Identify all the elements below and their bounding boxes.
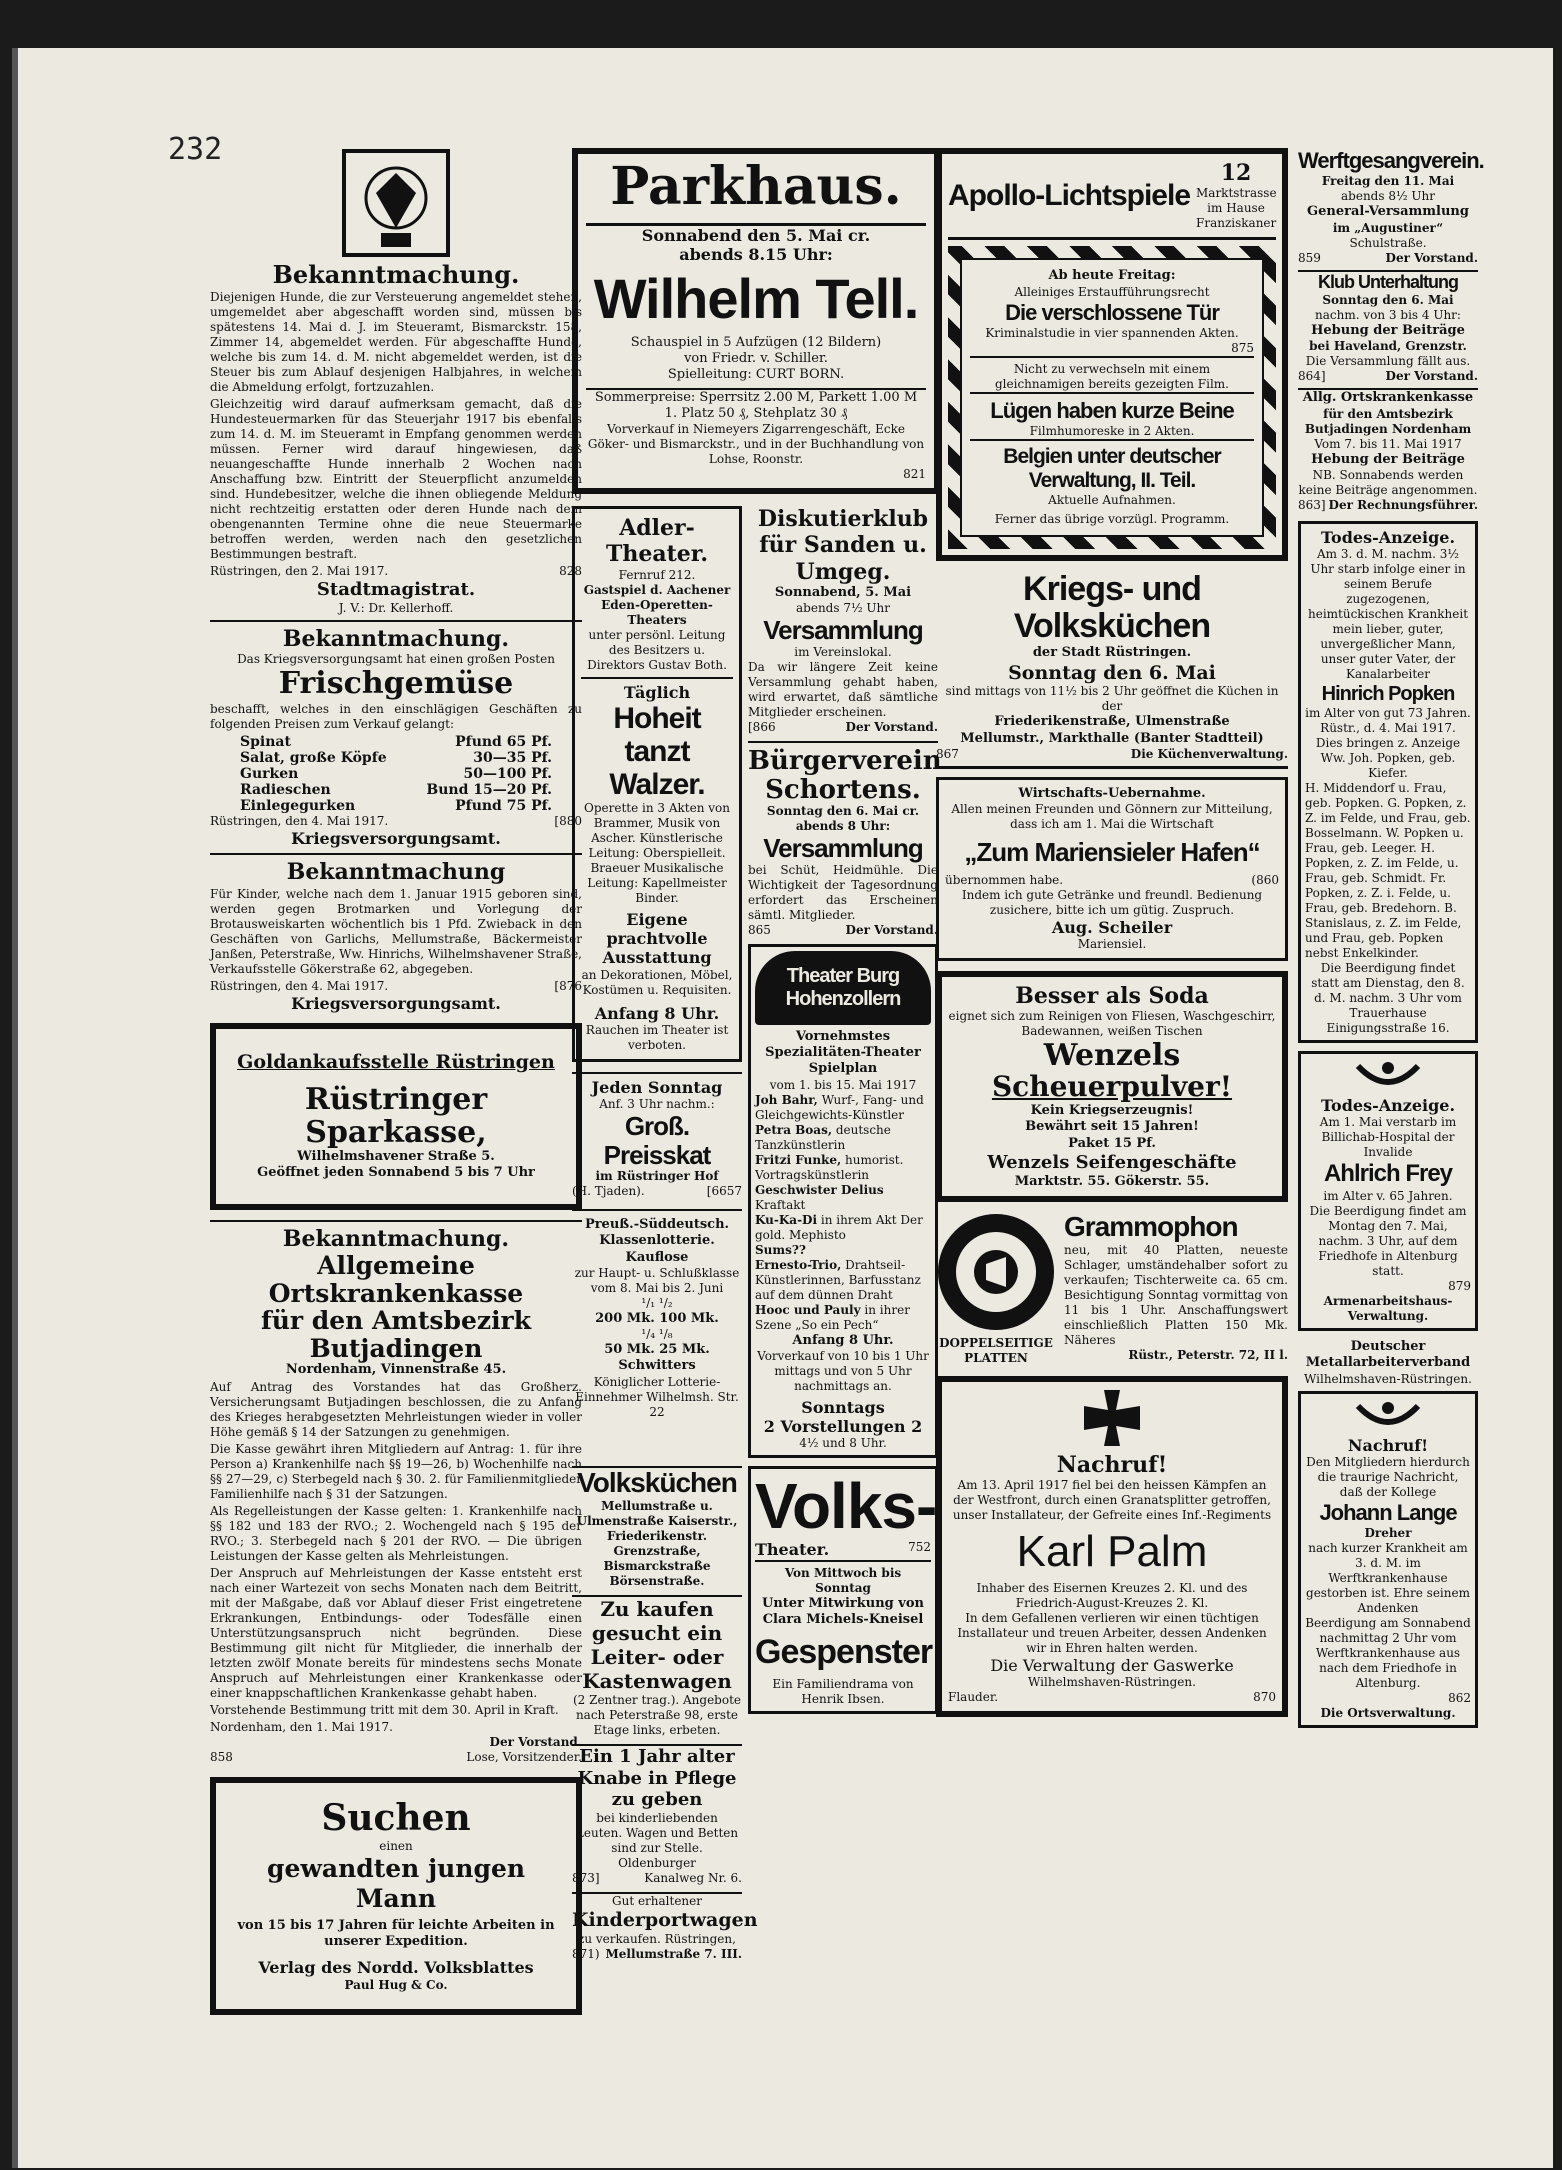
todes-1-name: Hinrich Popken bbox=[1321, 683, 1455, 706]
apollo-note: Nicht zu verwechseln mit einem gleichnamigen bereits gezeigten Film. bbox=[970, 356, 1254, 392]
apollo-more: Ferner das übrige vorzügl. Programm. bbox=[994, 511, 1230, 526]
notice-5-heading-2: für den Amtsbezirk Butjadingen bbox=[260, 1306, 532, 1363]
burg-act: Ernesto-Trio, Drahtseil-Künstlerinnen, Barfusstanz auf dem dünnen Draht bbox=[755, 1257, 921, 1302]
burg-presale: Vorverkauf von 10 bis 1 Uhr mittags und von 5 Uhr nachmittags an. bbox=[757, 1348, 929, 1393]
lottery-title: Preuß.-Süddeutsch. Klassenlotterie. bbox=[584, 1217, 730, 1249]
volks-theater-ad bbox=[748, 1466, 943, 1714]
adler-guest: Gastspiel d. Aachener Eden-Operetten-Theaters bbox=[583, 582, 731, 627]
apollo-from: Ab heute Freitag: bbox=[1048, 268, 1176, 284]
skat-head: Jeden Sonntag bbox=[591, 1077, 723, 1097]
aok-ad bbox=[1298, 388, 1478, 513]
notice-5-title: Bekanntmachung. bbox=[282, 1225, 510, 1252]
parkhaus-time: abends 8.15 Uhr: bbox=[679, 244, 833, 264]
buergerverein-number: 865 bbox=[748, 922, 771, 937]
notice-1-title: Bekanntmachung. bbox=[272, 260, 520, 289]
city-crest-icon bbox=[210, 148, 582, 262]
werftgesang-number: 859 bbox=[1298, 250, 1321, 265]
notice-2-text: beschafft, welches in den einschlägigen Geschäften zu folgenden Preisen zum Verkauf gelangt: bbox=[210, 702, 582, 732]
aok-sub: für den Amtsbezirk Butjadingen Nordenham bbox=[1304, 406, 1472, 436]
todes-1-family: H. Middendorf u. Frau, geb. Popken. G. Popken, z. Z. im Felde, und Frau, geb. Bosselmann. W. Popken u. Frau, geb. Leeger. H. Popken, z. Z. im Felde, u. Frau, geb. Schmidt. Fr. Popken, z. Z. i. Felde, u. Frau, geb. Bredehorn. B. Stanislaus, z. Z. im Felde, und Frau, geb. Popken nebst Enkelkinder. bbox=[1305, 781, 1471, 961]
apollo-film-3a: Belgien unter deutscher bbox=[970, 439, 1254, 469]
adler-smoking: Rauchen im Theater ist verboten. bbox=[585, 1022, 729, 1052]
notice-1-text-2: Gleichzeitig wird darauf aufmerksam gemacht, daß die Hundesteuermarken für das Steuerjahr 1917 bis ebenfalls zum 14. d. M. im Steueramt in Empfang genommen werden müssen. Ferner wird darauf hingewiesen, daß neuangeschaffte Hunde innerhalb 2 Wochen nach Anschaffung bzw. Eintritt der Steuerpflicht anzumelden sind. Hundebesitzer, welche die ihnen obliegende Meldung nicht rechtzeitig erstatten oder deren Hunde nach dem obengenannten Termine ohne die neue Steuermarke betroffen werden, werden nach den gesetzlichen Bestimmungen bestraft. bbox=[210, 397, 582, 562]
aok-signature: Der Rechnungsführer. bbox=[1328, 497, 1478, 512]
gold-ad-line-2: Rüstringer Sparkasse, bbox=[304, 1082, 488, 1151]
apollo-film-3b: Verwaltung, II. Teil. bbox=[1028, 468, 1196, 492]
parkhaus-prices-1: Sommerpreise: Sperrsitz 2.00 M, Parkett 1.00 M bbox=[594, 389, 918, 405]
notice-5-number: 858 bbox=[210, 1750, 233, 1765]
column-4 bbox=[936, 148, 1288, 1717]
wirtschaft-text-3: Indem ich gute Getränke und freundl. Bedienung zusichere, bitte ich um gütig. Zuspruch. bbox=[961, 887, 1263, 917]
notice-5-text-5: Vorstehende Bestimmung tritt mit dem 30. April in Kraft. bbox=[210, 1703, 559, 1718]
pflege-text: bei kinderliebenden Leuten. Wagen und Betten sind zur Stelle. Oldenburger bbox=[575, 1810, 739, 1870]
diskutierklub-number: [866 bbox=[748, 720, 776, 735]
iron-cross-icon bbox=[948, 1388, 1276, 1452]
kriegskuechen-text: sind mittags von 11½ bis 2 Uhr geöffnet die Küchen in der bbox=[945, 684, 1279, 714]
lottery-price-2: 50 Mk. 25 Mk. bbox=[604, 1342, 710, 1358]
notice-2-number: [880 bbox=[554, 814, 582, 829]
skat-title: Groß. Preisskat bbox=[603, 1110, 711, 1170]
metall-name: Johann Lange bbox=[1319, 1499, 1457, 1525]
apollo-rights: Alleiniges Erstaufführungsrecht bbox=[1014, 284, 1210, 299]
kriegskuechen-number: 867 bbox=[936, 746, 959, 761]
soda-line-2: Bewährt seit 15 Jahren! bbox=[1025, 1119, 1199, 1135]
parkhaus-prices-2: 1. Platz 50 ₰, Stehplatz 30 ₰ bbox=[664, 405, 848, 421]
volks-desc: Ein Familiendrama von Henrik Ibsen. bbox=[772, 1677, 914, 1707]
gold-ad-line-1: Goldankaufsstelle Rüstringen bbox=[237, 1051, 555, 1074]
notice-1-number: 828 bbox=[559, 564, 582, 579]
wirtschaft-place: Mariensiel. bbox=[1077, 937, 1147, 951]
nachruf-name: Karl Palm bbox=[1016, 1527, 1208, 1577]
werftgesang-signature: Der Vorstand. bbox=[1385, 250, 1478, 265]
kinderwagen-title: Kinderportwagen bbox=[572, 1908, 758, 1931]
apollo-title: Apollo-Lichtspiele bbox=[948, 178, 1191, 212]
parkhaus-desc-2: von Friedr. v. Schiller. bbox=[684, 351, 828, 367]
price-list bbox=[210, 734, 582, 814]
aok-date: Vom 7. bis 11. Mai 1917 bbox=[1314, 436, 1462, 451]
klub-place: bei Haveland, Grenzstr. bbox=[1309, 339, 1467, 354]
notice-5-heading-1: Allgemeine Ortskrankenkasse bbox=[268, 1251, 524, 1308]
todes-1-funeral: Die Beerdigung findet statt am Dienstag, den 8. d. M. nachm. 3 Uhr vom Trauerhause Einigungsstraße 16. bbox=[1311, 961, 1465, 1036]
klub-head: Hebung der Beiträge bbox=[1311, 323, 1465, 339]
buergerverein-text: bei Schüt, Heidmühle. Die Wichtigkeit der Tagesordnung erfordert das Erscheinen sämtl. Mitglieder. bbox=[748, 862, 938, 922]
notice-1-signatory: J. V.: Dr. Kellerhoff. bbox=[338, 600, 454, 615]
soda-line-3: Paket 15 Pf. bbox=[1068, 1135, 1156, 1151]
price-row: Salat, große Köpfe 30—35 Pf. bbox=[240, 750, 552, 767]
notice-3-signature: Kriegsversorgungsamt. bbox=[291, 993, 501, 1013]
grammophon-text: neu, mit 40 Platten, neueste Schlager, umständehalber sofort zu verkaufen; Tischterweite ca. 65 cm. Besichtigung Sonntag vormittag von 11 bis 1 Uhr. Anschaffungswert einschließlich Platten 150 Mk. Näheres bbox=[1064, 1242, 1288, 1347]
skat-place: im Rüstringer Hof bbox=[595, 1169, 719, 1184]
adler-equipment-2: an Dekorationen, Möbel, Kostümen u. Requisiten. bbox=[581, 967, 733, 997]
wreath-icon bbox=[1305, 1398, 1471, 1436]
aok-text: NB. Sonnabends werden keine Beiträge angenommen. bbox=[1298, 467, 1478, 497]
volks-title: Volks- bbox=[755, 1470, 937, 1543]
column-2 bbox=[572, 148, 943, 1962]
nachruf-signature: Die Verwaltung der Gaswerke bbox=[990, 1656, 1234, 1676]
notice-3-number: [876 bbox=[554, 978, 582, 993]
burg-act: Fritzi Funke, humorist. Vortragskünstlerin bbox=[755, 1152, 904, 1182]
todes-2-title: Todes-Anzeige. bbox=[1320, 1096, 1456, 1116]
kinderwagen-head: Gut erhaltener bbox=[612, 1893, 702, 1908]
lottery-text: zur Haupt- u. Schlußklasse vom 8. Mai bis 2. Juni bbox=[574, 1265, 740, 1295]
todes-2-number: 879 bbox=[1448, 1279, 1471, 1294]
notice-2-title: Bekanntmachung. bbox=[282, 625, 510, 652]
apollo-address: Marktstrasse im Hause Franziskaner bbox=[1196, 186, 1277, 231]
werftgesang-date: Freitag den 11. Mai bbox=[1321, 174, 1455, 189]
notice-5-date: Nordenham, den 1. Mai 1917. bbox=[210, 1720, 393, 1735]
diskutierklub-ad bbox=[748, 506, 938, 735]
wirtschaft-title: Wirtschafts-Uebernahme. bbox=[1018, 785, 1206, 801]
aok-number: 863] bbox=[1298, 497, 1326, 512]
volks-subtitle: Theater. bbox=[755, 1540, 830, 1560]
parkhaus-date: Sonnabend den 5. Mai cr. bbox=[641, 225, 871, 245]
burg-act: Joh Bahr, Wurf-, Fang- und Gleichgewichts-Künstler bbox=[755, 1092, 924, 1122]
volks-number: 752 bbox=[908, 1540, 931, 1555]
soda-text: eignet sich zum Reinigen von Fliesen, Waschgeschirr, Badewannen, weißen Tischen bbox=[948, 1009, 1276, 1039]
adler-equipment: Eigene prachtvolle Ausstattung bbox=[602, 909, 712, 968]
burg-sundays: Sonntags bbox=[801, 1397, 885, 1417]
grammophon-address: Rüstr., Peterstr. 72, II l. bbox=[1128, 1347, 1288, 1362]
diskutierklub-title: Diskutierklub für Sanden u. Umgeg. bbox=[757, 506, 929, 585]
nachruf-text: Am 13. April 1917 fiel bei den heissen Kämpfen an der Westfront, durch einen Granatsplitter getroffen, unser Installateur, der Gefreite eines Inf.-Regiments bbox=[952, 1478, 1272, 1523]
burg-dates: vom 1. bis 15. Mai 1917 bbox=[769, 1077, 917, 1092]
metallarbeiter-ad bbox=[1298, 1339, 1478, 1728]
kinderwagen-number: 871) bbox=[572, 1946, 600, 1961]
parkhaus-presale: Vorverkauf in Niemeyers Zigarrengeschäft, Ecke Göker- und Bismarckstr., und in der Buchhandlung von Lohse, Roonstr. bbox=[587, 422, 925, 467]
kriegskuechen-title: Kriegs- und Volksküchen bbox=[1013, 569, 1211, 646]
volks-dates: Von Mittwoch bis Sonntag bbox=[755, 1560, 931, 1596]
todes-1-title: Todes-Anzeige. bbox=[1320, 527, 1456, 547]
burg-times: 4½ und 8 Uhr. bbox=[799, 1436, 887, 1451]
lottery-ad bbox=[572, 1209, 742, 1420]
metall-text: Den Mitgliedern hierdurch die traurige Nachricht, daß der Kollege bbox=[1306, 1454, 1470, 1499]
skat-ad bbox=[572, 1072, 742, 1199]
wirtschaft-ad bbox=[936, 777, 1288, 961]
adler-start: Anfang 8 Uhr. bbox=[594, 1003, 720, 1023]
todes-1-text-2: Dies bringen z. Anzeige Ww. Joh. Popken, geb. Kiefer. bbox=[1315, 736, 1461, 781]
werftgesang-ad bbox=[1298, 148, 1484, 266]
job-ad-line-3: gewandten jungen Mann bbox=[266, 1853, 526, 1913]
column-1 bbox=[210, 148, 582, 2015]
lottery-sub: Kauflose bbox=[625, 1249, 689, 1265]
aok-title: Allg. Ortskrankenkasse bbox=[1302, 390, 1474, 406]
wirtschaft-signature: Aug. Scheiler bbox=[1051, 917, 1173, 937]
leiterwagen-title: Zu kaufen gesucht ein Leiter- oder Kastenwagen bbox=[582, 1596, 732, 1693]
burg-title: Vornehmstes Spezialitäten-Theater bbox=[765, 1028, 921, 1061]
kriegskuechen-signature: Die Küchenverwaltung. bbox=[1130, 746, 1288, 761]
buergerverein-title: Bürgerverein Schortens. bbox=[748, 746, 942, 805]
apollo-film-2: Lügen haben kurze Beine bbox=[970, 392, 1254, 424]
notice-5-text-4: Der Anspruch auf Mehrleistungen der Kasse entsteht erst nach einer Wartezeit von sechs Monaten nach dem Beitritt, mit der Maßgabe, daß vor Ablauf dieser Frist eingetretene Erkrankungen, Entbindungs- oder Todesfälle einen Unterstützungsanspruch nicht begründen. Diese Bestimmung gilt nicht für Mitglieder, die innerhalb der letzten zwölf Monate bereits für mindestens sechs Monate Anspruch auf Mehrleistungen einer Krankenkasse oder einer knappschaftlichen Krankenkasse gehabt haben. bbox=[210, 1566, 582, 1701]
metall-signature: Die Ortsverwaltung. bbox=[1320, 1706, 1456, 1721]
buergerverein-signature: Der Vorstand. bbox=[845, 922, 938, 937]
lottery-seller-2: Königlicher Lotterie-Einnehmer Wilhelmsh. Str. 22 bbox=[575, 1374, 739, 1419]
column-5 bbox=[1298, 148, 1484, 1728]
pflege-ad bbox=[572, 1744, 742, 1886]
apollo-film-1-desc: Kriminalstudie in vier spannenden Akten. bbox=[985, 325, 1239, 340]
wirtschaft-text: Allen meinen Freunden und Gönnern zur Mitteilung, dass ich am 1. Mai die Wirtschaft bbox=[951, 802, 1273, 832]
parkhaus-play: Wilhelm Tell. bbox=[593, 266, 919, 330]
notice-5-text: Auf Antrag des Vorstandes hat das Großherz. Versicherungsamt Butjadingen beschlossen, die zu Anfang des Krieges herabgesetzten Mehrleistungen wieder in voller Höhe gemäß § 14 der Satzungen zu genehmigen. bbox=[210, 1380, 582, 1440]
todes-1-text: Am 3. d. M. nachm. 3½ Uhr starb infolge einer in seinem Berufe zugezogenen, heimtückischen Krankheit mein lieber, guter, unvergeßlicher Mann, unser guter Vater, der Kanalarbeiter bbox=[1307, 547, 1469, 682]
klub-ad bbox=[1298, 270, 1478, 385]
burg-hohenzollern-ad bbox=[748, 944, 938, 1458]
price-row: Gurken 50—100 Pf. bbox=[240, 766, 552, 783]
todes-anzeige-1 bbox=[1298, 521, 1478, 1043]
adler-theater-ad bbox=[572, 506, 742, 1062]
burg-act: Ku-Ka-Di in ihrem Akt Der gold. Mephisto bbox=[755, 1212, 923, 1242]
price-row: Einlegegurken Pfund 75 Pf. bbox=[240, 798, 552, 815]
record-icon bbox=[936, 1212, 1056, 1366]
werftgesang-street: Schulstraße. bbox=[1349, 235, 1427, 250]
apollo-ad bbox=[936, 148, 1288, 561]
parkhaus-number: 821 bbox=[903, 467, 926, 482]
werftgesang-time: abends 8½ Uhr bbox=[1341, 189, 1435, 204]
price-row: Radieschen Bund 15—20 Pf. bbox=[240, 782, 552, 799]
buergerverein-ad bbox=[748, 741, 942, 938]
werftgesang-title: Werftgesangverein. bbox=[1298, 148, 1484, 173]
apollo-number: 875 bbox=[1231, 340, 1254, 355]
soda-address: Marktstr. 55. Gökerstr. 55. bbox=[1014, 1173, 1210, 1189]
volkskuechen-text: Mellumstraße u. Ulmenstraße Kaiserstr., Friederikenstr. Grenzstraße, Bismarckstraße Börsenstraße. bbox=[576, 1498, 738, 1588]
klub-number: 864] bbox=[1298, 369, 1326, 384]
notice-3-text: Für Kinder, welche nach dem 1. Januar 1915 geboren sind, werden gegen Brotmarken und Vorlegung der Brotausweiskarten wöchentlich bis 1 Pfd. Zwieback in den Geschäften von Garlichs, Mellumstraße, Bäckermeister Janßen, Peterstraße, Ww. Hinrichs, Wilhelmshavener Straße, Verkaufsstelle Gökerstraße 62, abgegeben. bbox=[210, 886, 582, 976]
notice-1-signature: Stadtmagistrat. bbox=[316, 579, 476, 601]
nachruf-number: 870 bbox=[1253, 1690, 1276, 1705]
kriegskuechen-ad bbox=[936, 571, 1288, 769]
volkskuechen-ad bbox=[572, 1466, 742, 1589]
klub-title: Klub Unterhaltung bbox=[1318, 271, 1458, 292]
lottery-fraction-1: ¹/₁ ¹/₂ bbox=[641, 1295, 673, 1310]
soda-brand: Wenzels bbox=[1043, 1038, 1181, 1074]
wirtschaft-text-2: übernommen habe. bbox=[945, 872, 1064, 887]
burg-start: Anfang 8 Uhr. bbox=[792, 1332, 894, 1348]
job-ad-line-4: von 15 bis 17 Jahren für leichte Arbeiten in unserer Expedition. bbox=[237, 1917, 555, 1950]
lottery-seller: Schwitters bbox=[618, 1358, 696, 1374]
pflege-number: 873] bbox=[572, 1870, 600, 1885]
todes-1-age: im Alter von gut 73 Jahren. bbox=[1305, 706, 1471, 721]
soda-shop: Wenzels Seifengeschäfte bbox=[987, 1151, 1237, 1173]
notice-2-intro: Das Kriegsversorgungsamt hat einen großen Posten bbox=[237, 652, 555, 667]
klub-date: Sonntag den 6. Mai bbox=[1322, 293, 1454, 308]
skat-owner: (H. Tjaden). bbox=[572, 1184, 645, 1199]
notice-3-title: Bekanntmachung bbox=[286, 858, 506, 885]
nachruf-signatory: Flauder. bbox=[948, 1690, 999, 1705]
werftgesang-meeting: General-Versammlung bbox=[1307, 204, 1469, 220]
notice-5-signatory: Lose, Vorsitzender. bbox=[466, 1750, 582, 1765]
kriegskuechen-sub: der Stadt Rüstringen. bbox=[1032, 645, 1192, 661]
metall-title: Deutscher Metallarbeiterverband bbox=[1305, 1339, 1471, 1371]
metall-number: 862 bbox=[1448, 1691, 1471, 1706]
burg-act: Sums?? bbox=[755, 1242, 806, 1257]
job-ad-line-6: Paul Hug & Co. bbox=[344, 1977, 448, 1992]
todes-2-name: Ahlrich Frey bbox=[1323, 1160, 1453, 1188]
aok-head: Hebung der Beiträge bbox=[1311, 451, 1465, 467]
wirtschaft-name: „Zum Mariensieler Hafen“ bbox=[964, 837, 1260, 868]
pflege-address: Kanalweg Nr. 6. bbox=[644, 1870, 742, 1885]
burg-act: Geschwister Delius Kraftakt bbox=[755, 1182, 884, 1212]
soda-title: Besser als Soda bbox=[1015, 983, 1209, 1009]
adler-play: Hoheit tanzt Walzer. bbox=[609, 701, 705, 801]
kriegskuechen-address-2: Mellumstr., Markthalle (Banter Stadtteil) bbox=[960, 730, 1264, 746]
newspaper-page bbox=[12, 48, 1553, 2168]
burg-sign: Theater Burg Hohenzollern bbox=[785, 964, 901, 1010]
metall-text-3: Beerdigung am Sonnabend nachmittag 2 Uhr vom Werftkrankenhause aus nach dem Friedhofe in Altenburg. bbox=[1305, 1616, 1471, 1691]
volkskuechen-title: Volksküchen bbox=[577, 1467, 737, 1499]
diskutierklub-signature: Der Vorstand. bbox=[845, 720, 938, 735]
nachruf-place: Wilhelmshaven-Rüstringen. bbox=[1028, 1675, 1196, 1690]
adler-title: Adler-Theater. bbox=[605, 515, 708, 568]
todes-anzeige-2 bbox=[1298, 1051, 1478, 1331]
page-number: 232 bbox=[168, 132, 223, 167]
soda-line-1: Kein Kriegserzeugnis! bbox=[1030, 1103, 1194, 1119]
burg-two-shows: 2 Vorstellungen 2 bbox=[763, 1417, 923, 1436]
price-row: Spinat Pfund 65 Pf. bbox=[240, 734, 552, 751]
gold-purchase-ad bbox=[210, 1023, 582, 1210]
soda-product: Scheuerpulver! bbox=[991, 1070, 1233, 1104]
nachruf-text-2: Inhaber des Eisernen Kreuzes 2. Kl. und des Friedrich-August-Kreuzes 2. Kl. bbox=[976, 1581, 1248, 1611]
grammophon-ad bbox=[936, 1212, 1288, 1366]
todes-2-text: Am 1. Mai verstarb im Billichab-Hospital der Invalide bbox=[1319, 1115, 1457, 1160]
burg-act: Hooc und Pauly in ihrer Szene „So ein Pech“ bbox=[755, 1302, 910, 1332]
notice-2-heading: Frischgemüse bbox=[278, 666, 514, 702]
gold-ad-line-4: Geöffnet jeden Sonnabend 5 bis 7 Uhr bbox=[257, 1165, 535, 1181]
soda-ad bbox=[936, 971, 1288, 1202]
nachruf-palm-ad bbox=[936, 1376, 1288, 1718]
buergerverein-date: Sonntag den 6. Mai cr. abends 8 Uhr: bbox=[766, 804, 920, 834]
apollo-address-number: 12 bbox=[1220, 160, 1252, 186]
lottery-price-1: 200 Mk. 100 Mk. bbox=[595, 1310, 719, 1326]
adler-daily: Täglich bbox=[623, 682, 691, 702]
todes-1-date: Rüstr., d. 4. Mai 1917. bbox=[1320, 721, 1456, 736]
wreath-icon bbox=[1305, 1058, 1471, 1096]
buergerverein-meeting: Versammlung bbox=[763, 833, 923, 864]
parkhaus-title: Parkhaus. bbox=[586, 160, 926, 226]
parkhaus-desc-1: Schauspiel in 5 Aufzügen (12 Bildern) bbox=[630, 334, 882, 350]
werftgesang-place: im „Augustiner“ bbox=[1332, 220, 1444, 235]
job-ad-line-2: einen bbox=[379, 1838, 413, 1853]
job-ad bbox=[210, 1777, 582, 2014]
notice-1-text: Diejenigen Hunde, die zur Versteuerung angemeldet stehen, umgemeldet aber abgeschafft worden sind, müssen bis spätestens 14. Mai d. J. im Steueramt, Bismarckstr. 158, Zimmer 14, abgemeldet werden. Für abgeschaffte Hunde, welche bis zum 14. d. M. nicht abgemeldet werden, ist die Steuer bis zum Ablauf desjenigen Halbjahres, in welchem die Abmeldung erfolgt, fortzuzahlen. bbox=[210, 290, 582, 395]
klub-text: Die Versammlung fällt aus. bbox=[1305, 354, 1471, 369]
notice-3-date: Rüstringen, den 4. Mai 1917. bbox=[210, 978, 389, 993]
kriegskuechen-date: Sonntag den 6. Mai bbox=[1008, 661, 1216, 684]
klub-signature: Der Vorstand. bbox=[1385, 369, 1478, 384]
volks-with: Unter Mitwirkung von Clara Michels-Kneisel bbox=[762, 1595, 924, 1627]
notice-5-signature: Der Vorstand. bbox=[489, 1735, 582, 1750]
todes-2-funeral: Die Beerdigung findet am Montag den 7. Mai, nachm. 3 Uhr, auf dem Friedhofe in Altenburg statt. bbox=[1309, 1204, 1467, 1279]
diskutierklub-text: Da wir längere Zeit keine Versammlung gehabt haben, wird erwartet, daß sämtliche Mitglieder erscheinen. bbox=[748, 660, 938, 720]
notice-5-text-3: Als Regelleistungen der Kasse gelten: 1. Krankenhilfe nach §§ 182 und 183 der RVO.; 2. Wochengeld nach § 195 der RVO.; 3. Sterbegeld nach § 201 der RVO. — Die übrigen Leistungen der Kasse gelten als Mehrleistungen. bbox=[210, 1504, 582, 1564]
apollo-film-3-desc: Aktuelle Aufnahmen. bbox=[1048, 492, 1176, 507]
notice-5-text-2: Die Kasse gewährt ihren Mitgliedern auf Antrag: 1. für ihre Person a) Krankenhilfe nach §§ 19—26, b) Wochenhilfe nach §§ 27—29, c) Sterbegeld nach § 30. 2. für Familienmitglieder Familienhilfe nach § 31 der Satzungen. bbox=[210, 1442, 582, 1502]
apollo-film-2-desc: Filmhumoreske in 2 Akten. bbox=[1029, 423, 1195, 438]
notice-5-place: Nordenham, Vinnenstraße 45. bbox=[285, 1362, 507, 1378]
theater-mask-icon bbox=[755, 951, 931, 1025]
notice-2-signature: Kriegsversorgungsamt. bbox=[291, 829, 501, 849]
nachruf-text-3: In dem Gefallenen verlieren wir einen tüchtigen Installateur und treuen Arbeiter, dessen Andenken wir in Ehren halten werden. bbox=[957, 1611, 1267, 1656]
metall-sub: Wilhelmshaven-Rüstringen. bbox=[1304, 1371, 1472, 1386]
metall-text-2: nach kurzer Krankheit am 3. d. M. im Werftkrankenhause gestorben ist. Ehre seinem Andenken bbox=[1306, 1541, 1470, 1616]
klub-time: nachm. von 3 bis 4 Uhr: bbox=[1315, 308, 1461, 323]
diskutierklub-date: Sonnabend, 5. Mai bbox=[774, 585, 912, 601]
kinderwagen-address: Mellumstraße 7. III. bbox=[605, 1946, 742, 1961]
adler-phone: Fernruf 212. bbox=[618, 567, 696, 582]
burg-act: Petra Boas, deutsche Tanzkünstlerin bbox=[755, 1122, 891, 1152]
skat-time: Anf. 3 Uhr nachm.: bbox=[599, 1096, 715, 1111]
apollo-film-1: Die verschlossene Tür bbox=[1005, 299, 1219, 325]
diskutierklub-meeting: Versammlung bbox=[763, 615, 923, 646]
grammophon-title: Grammophon bbox=[1064, 1210, 1238, 1242]
job-ad-line-5: Verlag des Nordd. Volksblattes bbox=[258, 1958, 534, 1978]
leiterwagen-text: (2 Zentner trag.). Angebote nach Peterstraße 98, erste Etage links, erbeten. bbox=[572, 1692, 742, 1737]
skat-number: [6657 bbox=[706, 1184, 742, 1199]
job-ad-line-1: Suchen bbox=[321, 1797, 471, 1840]
notice-1-date: Rüstringen, den 2. Mai 1917. bbox=[210, 564, 389, 579]
parkhaus-director: Spielleitung: CURT BORN. bbox=[586, 367, 926, 389]
adler-lead: unter persönl. Leitung des Besitzers u. Direktors Gustav Both. bbox=[587, 627, 727, 672]
record-ring-text: DOPPELSEITIGE PLATTEN bbox=[939, 1335, 1053, 1365]
diskutierklub-place: im Vereinslokal. bbox=[794, 645, 892, 660]
kriegskuechen-address-1: Friederikenstraße, Ulmenstraße bbox=[994, 714, 1230, 730]
kinderwagen-text: zu verkaufen. Rüstringen, bbox=[578, 1931, 736, 1946]
leiterwagen-ad bbox=[572, 1595, 742, 1738]
parkhaus-ad bbox=[572, 148, 940, 494]
metall-job: Dreher bbox=[1364, 1526, 1412, 1541]
todes-2-signature: Armenarbeitshaus-Verwaltung. bbox=[1323, 1294, 1453, 1324]
kinderwagen-ad bbox=[572, 1892, 758, 1962]
gold-ad-line-3: Wilhelmshavener Straße 5. bbox=[297, 1149, 495, 1165]
volks-play: Gespenster! bbox=[755, 1633, 943, 1672]
burg-plan: Spielplan bbox=[808, 1061, 878, 1077]
wirtschaft-number: (860 bbox=[1251, 872, 1279, 887]
todes-2-age: im Alter v. 65 Jahren. bbox=[1323, 1189, 1453, 1204]
notice-2-date: Rüstringen, den 4. Mai 1917. bbox=[210, 814, 389, 829]
pflege-title: Ein 1 Jahr alter Knabe in Pflege zu geben bbox=[577, 1745, 737, 1811]
diskutierklub-time: abends 7½ Uhr bbox=[796, 601, 890, 616]
adler-desc: Operette in 3 Akten von Brammer, Musik von Ascher. Künstlerische Leitung: Oberspielleit. Braeuer Musikalische Leitung: Kapellmeister Binder. bbox=[584, 800, 730, 905]
nachruf-title: Nachruf! bbox=[1056, 1451, 1168, 1478]
lottery-fraction-2: ¹/₄ ¹/₈ bbox=[641, 1327, 673, 1342]
metall-head: Nachruf! bbox=[1347, 1435, 1429, 1455]
